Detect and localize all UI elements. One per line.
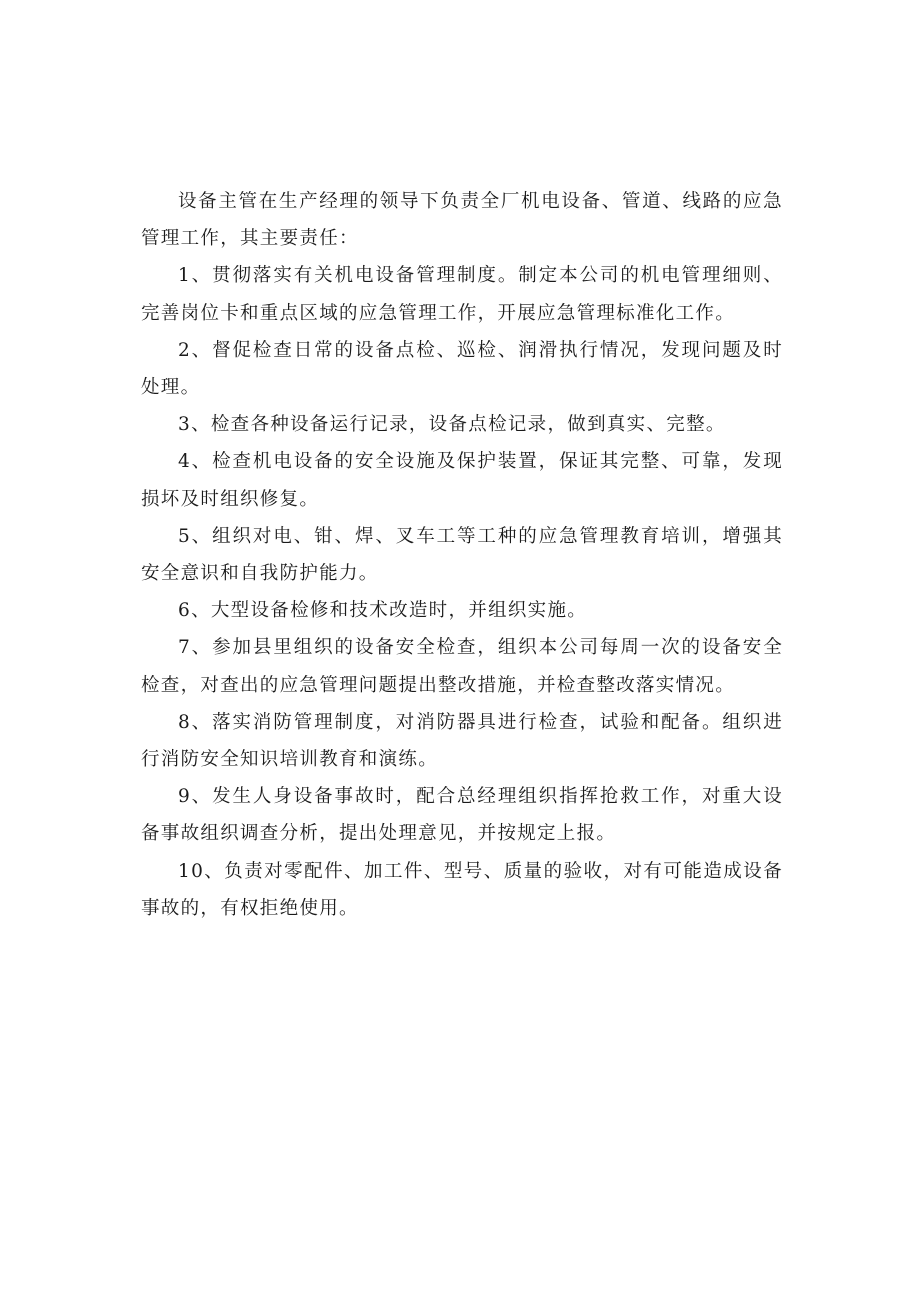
list-item: 10、负责对零配件、加工件、型号、质量的验收，对有可能造成设备事故的，有权拒绝使用。	[141, 860, 783, 919]
list-item: 5、组织对电、钳、焊、叉车工等工种的应急管理教育培训，增强其安全意识和自我防护能力。	[141, 525, 783, 585]
list-item: 7、参加县里组织的设备安全检查，组织本公司每周一次的设备安全检查，对查出的应急管理问题提出整改措施，并检查整改落实情况。	[141, 637, 783, 696]
list-item: 8、落实消防管理制度，对消防器具进行检查，试验和配备。组织进行消防安全知识培训教育和演练。	[141, 711, 783, 771]
list-item: 1、贯彻落实有关机电设备管理制度。制定本公司的机电管理细则、完善岗位卡和重点区域的应急管理工作，开展应急管理标准化工作。	[141, 265, 783, 324]
list-item: 3、检查各种设备运行记录，设备点检记录，做到真实、完整。	[178, 414, 726, 436]
list-item: 2、督促检查日常的设备点检、巡检、润滑执行情况，发现问题及时处理。	[141, 339, 783, 399]
list-item: 4、检查机电设备的安全设施及保护装置，保证其完整、可靠，发现损坏及时组织修复。	[141, 451, 783, 510]
intro-paragraph: 设备主管在生产经理的领导下负责全厂机电设备、管道、线路的应急管理工作，其主要责任：	[141, 191, 783, 250]
list-item: 9、发生人身设备事故时，配合总经理组织指挥抢救工作，对重大设备事故组织调查分析，提出处理意见，并按规定上报。	[141, 786, 783, 845]
list-item: 6、大型设备检修和技术改造时，并组织实施。	[178, 600, 588, 622]
document-body	[141, 183, 783, 927]
